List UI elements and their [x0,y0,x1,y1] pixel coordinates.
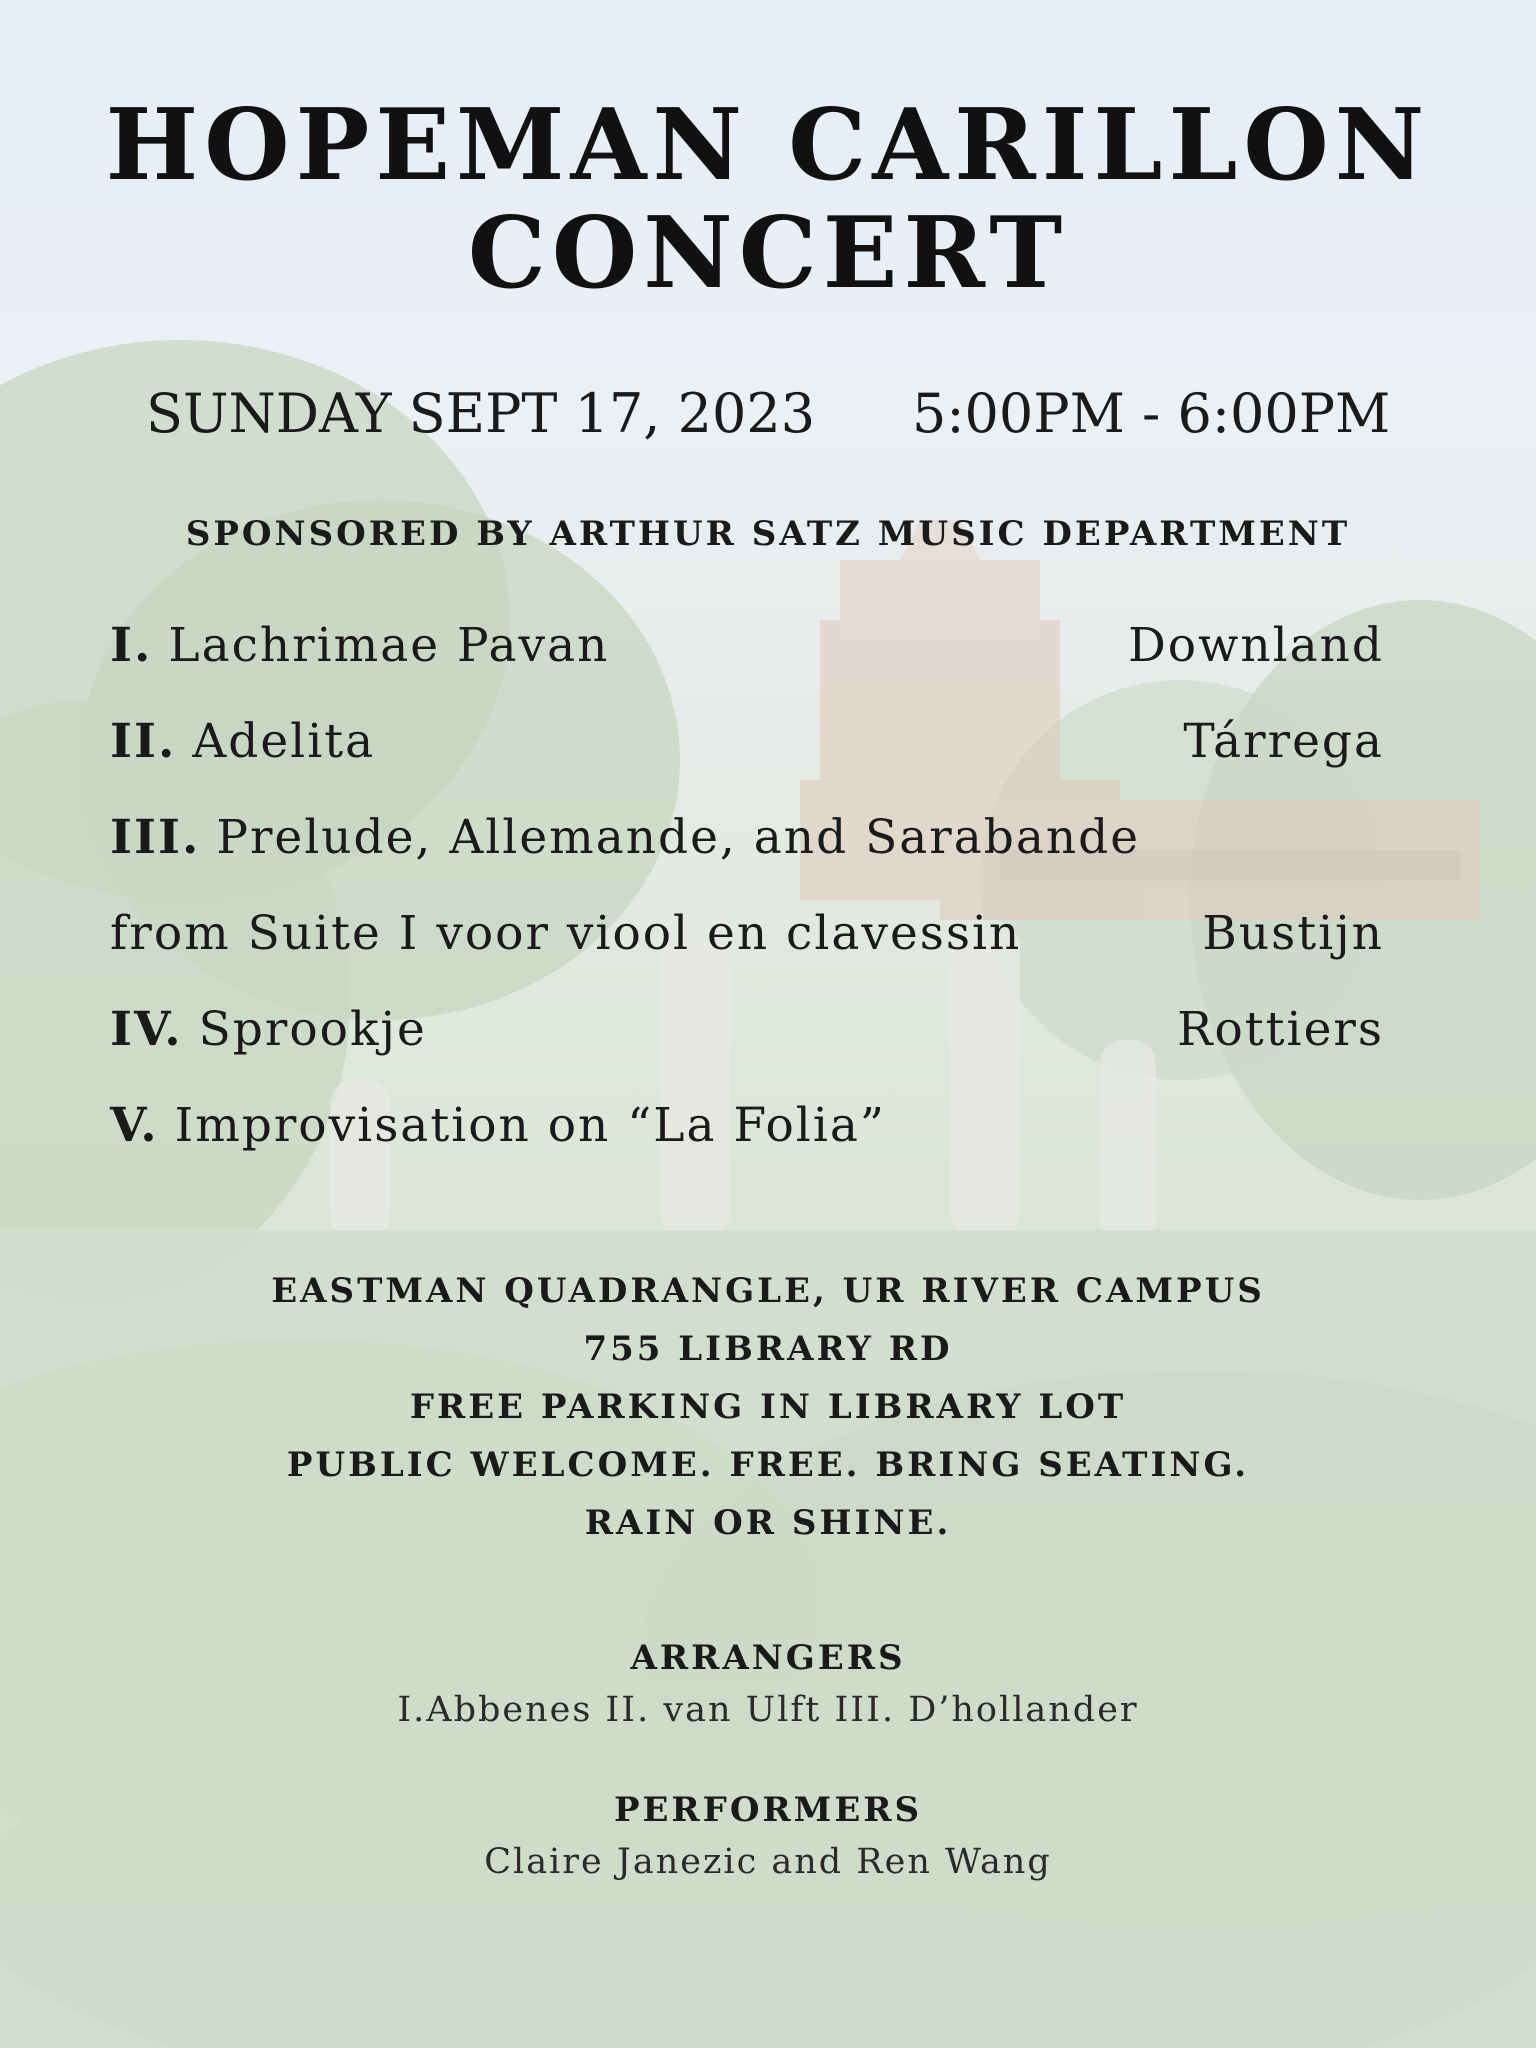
item-number: IV. [110,1002,183,1057]
performers-heading: PERFORMERS [613,1790,923,1830]
sponsor-line: SPONSORED BY ARTHUR SATZ MUSIC DEPARTMENT [185,514,1351,554]
concert-time: 5:00PM - 6:00PM [912,382,1391,445]
venue-info [0,1262,1536,1552]
concert-title [0,88,1536,311]
program-item [110,618,1384,714]
piece-title: Sprookje [198,1002,427,1057]
weather-note: RAIN OR SHINE. [584,1503,952,1543]
admission-note: PUBLIC WELCOME. FREE. BRING SEATING. [286,1445,1250,1485]
arrangers-heading: ARRANGERS [630,1638,906,1678]
program-item [110,1098,1384,1194]
composer: Bustijn [1202,906,1384,961]
item-number: III. [110,810,201,865]
composer: Rottiers [1177,1002,1384,1057]
composer: Downland [1128,618,1384,673]
composer: Tárrega [1183,714,1384,769]
arrangers-section [0,1638,1536,1730]
piece-title: Lachrimae Pavan [168,618,610,673]
program-item [110,1002,1384,1098]
performers-names: Claire Janezic and Ren Wang [484,1842,1052,1882]
program-list [110,618,1384,1194]
item-number: I. [110,618,153,673]
program-item [110,810,1384,906]
piece-title: Adelita [192,714,376,769]
item-number: II. [110,714,177,769]
piece-title: Improvisation on “La Folia” [174,1098,886,1153]
arrangers-names: I.Abbenes II. van Ulft III. D’hollander [397,1690,1139,1730]
piece-title: Prelude, Allemande, and Sarabande [216,810,1141,865]
item-number: V. [110,1098,159,1153]
program-item [110,906,1384,1002]
parking-note: FREE PARKING IN LIBRARY LOT [409,1387,1127,1427]
piece-title: from Suite I voor viool en clavessin [110,906,1022,961]
title-line-2: CONCERT [467,196,1069,311]
program-item [110,714,1384,810]
venue-name: EASTMAN QUADRANGLE, UR RIVER CAMPUS [271,1271,1265,1311]
venue-address: 755 LIBRARY RD [583,1329,953,1369]
title-line-1: HOPEMAN CARILLON [105,88,1431,203]
performers-section [0,1790,1536,1882]
concert-date: SUNDAY SEPT 17, 2023 [146,382,816,445]
